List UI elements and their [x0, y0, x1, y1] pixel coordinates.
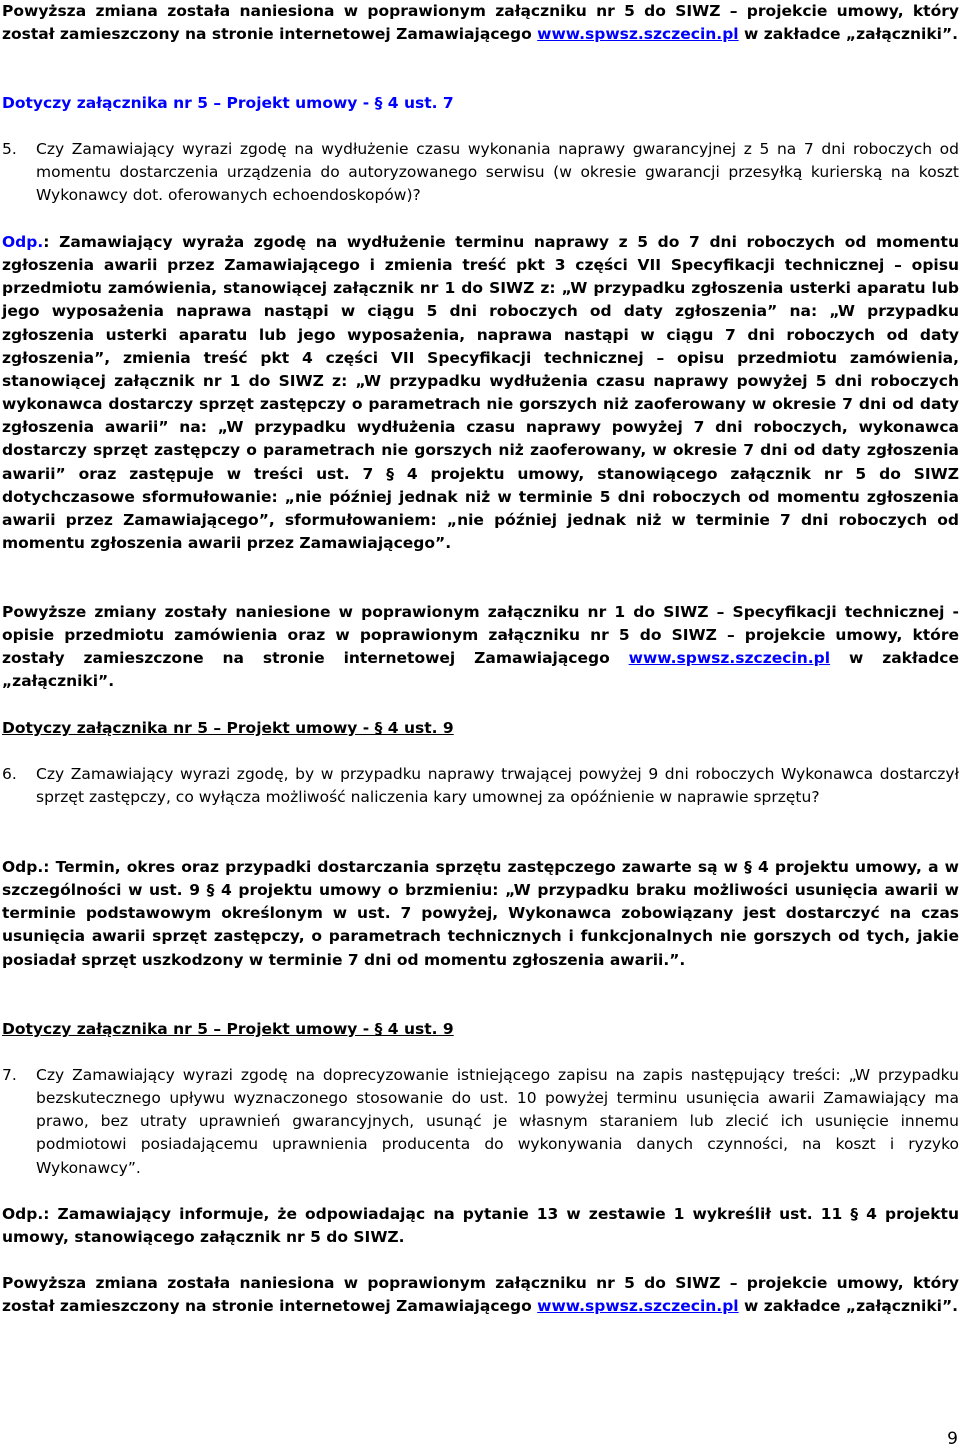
- answer-text: : Zamawiający wyraża zgodę na wydłużenie terminu naprawy z 5 do 7 dni roboczych od momentu zgłoszenia awarii przez Zamawiającego i zmienia treść pkt 3 części VII Specyfikacji technicznej – opisu przedmiotu zamówienia, stanowiącej załącznik nr 1 do SIWZ z: „W przypadku zgłoszenia usterki aparatu lub jego wyposażenia naprawa nastąpi w ciągu 5 dni roboczych od daty zgłoszenia” na: „W przypadku zgłoszenia usterki aparatu lub jego wyposażenia, naprawa nastąpi w ciągu 7 dni roboczych od daty zgłoszenia”, zmienia treść pkt 4 części VII Specyfikacji technicznej – opisu przedmiotu zamówienia, stanowiącej załącznik nr 1 do SIWZ z: „W przypadku wydłużenia czasu naprawy powyżej 5 dni roboczych wykonawca dostarczy sprzęt zastępczy o parametrach nie gorszych niż zaoferowany w okresie 7 dni od daty zgłoszenia awarii” na: „W przypadku wydłużenia czasu naprawy powyżej 7 dni roboczych, wykonawca dostarczy sprzęt zastępczy o parametrach nie gorszych niż zaoferowany, w okresie 7 dni od daty zgłoszenia awarii” oraz zastępuje w treści ust. 7 § 4 projektu umowy, stanowiącego załącznik nr 5 do SIWZ dotychczasowe sformułowanie: „nie później jednak niż w terminie 5 dni roboczych od momentu zgłoszenia awarii przez Zamawiającego”, sformułowaniem: „nie później jednak niż w terminie 7 dni roboczych od momentu zgłoszenia awarii przez Zamawiającego”.: [2, 233, 959, 553]
- question-text: Czy Zamawiający wyrazi zgodę na doprecyzowanie istniejącego zapisu na zapis następujący treści: „W przypadku bezskutecznego upływu wyznaczonego stosowanie do ust. 10 powyżej terminu usunięcia awarii Zamawiający ma prawo, bez utraty uprawnień gwarancyjnych, usunąć je własnym staraniem lub zlecić ich usunięcie innemu podmiotowi posiadającemu uprawnienia producenta do wykonywania danych czynności, na koszt i ryzyko Wykonawcy”.: [36, 1066, 959, 1177]
- answer-label: Odp.: [2, 233, 44, 251]
- answer-7: [2, 1203, 959, 1249]
- notice-tail: w zakładce „załączniki”.: [2, 649, 959, 691]
- website-link[interactable]: www.spwsz.szczecin.pl: [537, 25, 739, 44]
- section-heading-1: Dotyczy załącznika nr 5 – Projekt umowy - § 4 ust. 7: [2, 94, 454, 112]
- notice-text: Powyższa zmiana została naniesiona w poprawionym załączniku nr 5 do SIWZ – projekcie umowy, który został zamieszczony na stronie internetowej Zamawiającego: [2, 1274, 959, 1316]
- question-text: Czy Zamawiający wyrazi zgodę na wydłużenie czasu wykonania naprawy gwarancyjnej z 5 na 7 dni roboczych od momentu dostarczenia urządzenia do autoryzowanego serwisu (w okresie gwarancji przesyłką kurierską na koszt Wykonawcy dot. oferowanych echoendoskopów)?: [36, 140, 959, 205]
- answer-6: [2, 856, 959, 972]
- notice-text: Powyższe zmiany zostały naniesione w poprawionym załączniku nr 1 do SIWZ – Specyfikacji technicznej - opisie przedmiotu zamówienia oraz w poprawionym załączniku nr 5 do SIWZ – projekcie umowy, które zostały zamieszczone na stronie internetowej Zamawiającego: [2, 603, 959, 668]
- answer-label: Odp.: [2, 858, 44, 876]
- page-number: 9: [947, 1429, 958, 1449]
- question-number: 7.: [2, 1066, 17, 1084]
- answer-text: : Termin, okres oraz przypadki dostarczania sprzętu zastępczego zawarte są w § 4 projektu umowy, a w szczególności w ust. 9 § 4 projektu umowy o brzmieniu: „W przypadku braku możliwości usunięcia awarii w terminie podstawowym określonym w ust. 7 powyżej, Wykonawca zobowiązany jest dostarczyć na czas usunięcia awarii sprzęt zastępczy, o parametrach technicznych i funkcjonalnych nie gorszych od tych, jakie posiadał sprzęt uszkodzony w terminie 7 dni od momentu zgłoszenia awarii.”.: [2, 858, 959, 969]
- answer-text: : Zamawiający informuje, że odpowiadając na pytanie 13 w zestawie 1 wykreślił ust. 11 § 4 projektu umowy, stanowiącego załącznik nr 5 do SIWZ.: [2, 1205, 959, 1247]
- notice-paragraph-1: [2, 0, 959, 46]
- section-heading-3: Dotyczy załącznika nr 5 – Projekt umowy - § 4 ust. 9: [2, 1020, 454, 1038]
- question-5: [2, 138, 959, 207]
- section-heading-2: Dotyczy załącznika nr 5 – Projekt umowy - § 4 ust. 9: [2, 719, 454, 737]
- answer-5: [2, 231, 959, 555]
- website-link[interactable]: www.spwsz.szczecin.pl: [628, 649, 831, 668]
- question-text: Czy Zamawiający wyrazi zgodę, by w przypadku naprawy trwającej powyżej 9 dni roboczych Wykonawca dostarczył sprzęt zastępczy, co wyłącza możliwość naliczenia kary umownej za opóźnienie w naprawie sprzętu?: [36, 765, 959, 807]
- answer-label: Odp.: [2, 1205, 44, 1223]
- notice-paragraph-3: [2, 1272, 959, 1318]
- question-6: [2, 763, 959, 809]
- question-number: 6.: [2, 765, 17, 783]
- website-link[interactable]: www.spwsz.szczecin.pl: [537, 1297, 739, 1316]
- question-number: 5.: [2, 140, 17, 158]
- notice-text: Powyższa zmiana została naniesiona w poprawionym załączniku nr 5 do SIWZ – projekcie umowy, który został zamieszczony na stronie internetowej Zamawiającego: [2, 2, 959, 44]
- notice-tail: w zakładce „załączniki”.: [738, 1297, 959, 1316]
- notice-tail: w zakładce „załączniki”.: [738, 25, 959, 44]
- notice-paragraph-2: [2, 601, 959, 694]
- question-7: [2, 1064, 959, 1180]
